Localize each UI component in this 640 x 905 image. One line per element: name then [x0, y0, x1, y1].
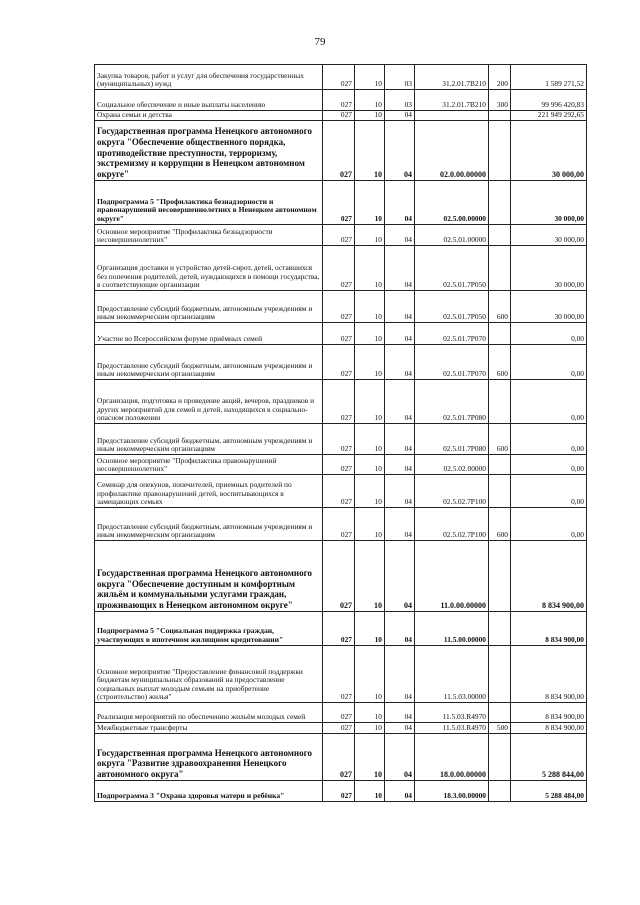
row-name: Подпрограмма 3 "Охрана здоровья матери и ребёнка" [95, 781, 323, 802]
row-subsection: 04 [385, 475, 415, 508]
row-name: Предоставление субсидий бюджетным, автономным учреждениям и иным некоммерческим организациям [95, 345, 323, 380]
row-section: 10 [355, 703, 385, 723]
row-section: 10 [355, 646, 385, 703]
row-code: 027 [323, 455, 355, 475]
row-amount: 5 288 844,00 [511, 734, 587, 781]
table-row [95, 323, 587, 345]
table-body [95, 65, 587, 802]
table-row [95, 723, 587, 734]
row-target-article: 11.5.03.00000 [415, 646, 489, 703]
row-amount: 30 000,00 [511, 291, 587, 323]
table-row [95, 380, 587, 424]
page-number: 79 [314, 36, 326, 48]
row-expense-type [489, 246, 511, 291]
row-code: 027 [323, 323, 355, 345]
row-amount: 0,00 [511, 345, 587, 380]
row-subsection: 04 [385, 541, 415, 612]
row-code: 027 [323, 508, 355, 541]
row-subsection: 03 [385, 90, 415, 111]
row-expense-type [489, 323, 511, 345]
row-code: 027 [323, 121, 355, 181]
row-name: Предоставление субсидий бюджетным, автономным учреждениям и иным некоммерческим организациям [95, 291, 323, 323]
table-row [95, 646, 587, 703]
row-name: Социальное обеспечение и иные выплаты населению [95, 90, 323, 111]
row-target-article: 02.5.01.7Р050 [415, 246, 489, 291]
row-expense-type [489, 121, 511, 181]
row-code: 027 [323, 181, 355, 225]
row-section: 10 [355, 65, 385, 90]
row-amount: 30 000,00 [511, 181, 587, 225]
row-target-article: 02.5.00.00000 [415, 181, 489, 225]
row-expense-type [489, 475, 511, 508]
row-subsection: 04 [385, 703, 415, 723]
row-subsection: 04 [385, 424, 415, 455]
row-code: 027 [323, 734, 355, 781]
row-code: 027 [323, 65, 355, 90]
row-code: 027 [323, 703, 355, 723]
row-section: 10 [355, 723, 385, 734]
row-subsection: 04 [385, 781, 415, 802]
row-name: Основное мероприятие "Профилактика правонарушений несовершеннолетних" [95, 455, 323, 475]
row-expense-type: 500 [489, 723, 511, 734]
table-row [95, 508, 587, 541]
row-amount: 0,00 [511, 323, 587, 345]
row-target-article: 02.0.00.00000 [415, 121, 489, 181]
row-name: Основное мероприятие "Профилактика безнадзорности несовершеннолетних" [95, 225, 323, 246]
row-section: 10 [355, 181, 385, 225]
table-row [95, 181, 587, 225]
row-name: Организация, подготовка и проведение акций, вечеров, праздников и других мероприятий для семей и детей, находящихся в социально-опасном положении [95, 380, 323, 424]
row-target-article: 02.5.02.7Р100 [415, 508, 489, 541]
row-expense-type: 200 [489, 65, 511, 90]
row-target-article: 02.5.01.7Р070 [415, 345, 489, 380]
row-expense-type [489, 111, 511, 121]
row-section: 10 [355, 111, 385, 121]
row-section: 10 [355, 246, 385, 291]
row-code: 027 [323, 345, 355, 380]
table-row [95, 345, 587, 380]
row-section: 10 [355, 323, 385, 345]
row-expense-type: 300 [489, 90, 511, 111]
row-target-article: 11.5.00.00000 [415, 612, 489, 646]
table-row [95, 246, 587, 291]
row-target-article: 02.5.01.7Р050 [415, 291, 489, 323]
row-target-article: 18.3.00.00000 [415, 781, 489, 802]
table-row [95, 703, 587, 723]
row-target-article: 18.0.00.00000 [415, 734, 489, 781]
row-section: 10 [355, 508, 385, 541]
row-code: 027 [323, 111, 355, 121]
row-subsection: 04 [385, 345, 415, 380]
row-expense-type: 600 [489, 508, 511, 541]
row-code: 027 [323, 723, 355, 734]
row-expense-type [489, 225, 511, 246]
table-row [95, 65, 587, 90]
row-target-article: 02.5.01.7Р080 [415, 424, 489, 455]
row-section: 10 [355, 781, 385, 802]
row-target-article [415, 111, 489, 121]
table-row [95, 291, 587, 323]
row-expense-type: 600 [489, 345, 511, 380]
row-subsection: 04 [385, 121, 415, 181]
row-code: 027 [323, 475, 355, 508]
row-subsection: 04 [385, 181, 415, 225]
row-expense-type [489, 380, 511, 424]
row-section: 10 [355, 455, 385, 475]
budget-table [94, 64, 587, 802]
row-amount: 0,00 [511, 424, 587, 455]
row-subsection: 04 [385, 612, 415, 646]
row-subsection: 03 [385, 65, 415, 90]
row-expense-type [489, 734, 511, 781]
row-name: Межбюджетные трансферты [95, 723, 323, 734]
row-amount: 0,00 [511, 508, 587, 541]
row-expense-type [489, 181, 511, 225]
row-name: Семинар для опекунов, попечителей, приемных родителей по профилактике правонарушений детей, воспитывающихся в замещающих семьях [95, 475, 323, 508]
table-row [95, 111, 587, 121]
table-row [95, 541, 587, 612]
row-amount: 0,00 [511, 380, 587, 424]
row-target-article: 31.2.01.7В210 [415, 65, 489, 90]
row-code: 027 [323, 291, 355, 323]
table-row [95, 455, 587, 475]
table-row [95, 90, 587, 111]
row-section: 10 [355, 475, 385, 508]
row-name: Подпрограмма 5 "Профилактика безнадзорности и правонарушений несовершеннолетних в Ненецком автономном округе" [95, 181, 323, 225]
row-amount: 8 834 900,00 [511, 723, 587, 734]
row-section: 10 [355, 734, 385, 781]
row-name: Организация доставки и устройство детей-сирот, детей, оставшихся без попечения родителей, детей, нуждающихся в помощи государства, в соответствующие организации [95, 246, 323, 291]
row-expense-type [489, 781, 511, 802]
row-subsection: 04 [385, 646, 415, 703]
row-target-article: 11.5.03.R4970 [415, 703, 489, 723]
table-row [95, 781, 587, 802]
row-subsection: 04 [385, 455, 415, 475]
row-expense-type [489, 646, 511, 703]
row-amount: 1 589 271,52 [511, 65, 587, 90]
row-amount: 30 000,00 [511, 121, 587, 181]
row-amount: 8 834 900,00 [511, 612, 587, 646]
row-name: Реализация мероприятий по обеспечению жильём молодых семей [95, 703, 323, 723]
row-name: Государственная программа Ненецкого автономного округа "Обеспечение общественного порядка, противодействие преступности, терроризму, экстремизму и коррупции в Ненецком автономном округе" [95, 121, 323, 181]
row-expense-type [489, 703, 511, 723]
row-section: 10 [355, 121, 385, 181]
row-amount: 8 834 900,00 [511, 541, 587, 612]
row-name: Закупка товаров, работ и услуг для обеспечения государственных (муниципальных) нужд [95, 65, 323, 90]
row-code: 027 [323, 380, 355, 424]
row-code: 027 [323, 612, 355, 646]
row-expense-type [489, 455, 511, 475]
row-name: Предоставление субсидий бюджетным, автономным учреждениям и иным некоммерческим организациям [95, 508, 323, 541]
row-code: 027 [323, 225, 355, 246]
row-expense-type: 600 [489, 424, 511, 455]
row-amount: 30 000,00 [511, 225, 587, 246]
table-row [95, 121, 587, 181]
row-target-article: 31.2.01.7В210 [415, 90, 489, 111]
row-expense-type: 600 [489, 291, 511, 323]
row-subsection: 04 [385, 380, 415, 424]
row-name: Предоставление субсидий бюджетным, автономным учреждениям и иным некоммерческим организациям [95, 424, 323, 455]
row-amount: 30 000,00 [511, 246, 587, 291]
row-section: 10 [355, 345, 385, 380]
row-expense-type [489, 541, 511, 612]
row-code: 027 [323, 541, 355, 612]
row-subsection: 04 [385, 508, 415, 541]
row-target-article: 02.5.02.7Р100 [415, 475, 489, 508]
row-section: 10 [355, 424, 385, 455]
row-subsection: 04 [385, 225, 415, 246]
row-subsection: 04 [385, 291, 415, 323]
row-target-article: 02.5.01.7Р080 [415, 380, 489, 424]
row-target-article: 02.5.02.00000 [415, 455, 489, 475]
row-amount: 0,00 [511, 455, 587, 475]
row-amount: 5 288 484,00 [511, 781, 587, 802]
row-section: 10 [355, 90, 385, 111]
row-name: Основное мероприятие "Предоставление финансовой поддержки бюджетам муниципальных образований на предоставление социальных выплат молодым семьям на приобретение (строительство) жилья" [95, 646, 323, 703]
row-subsection: 04 [385, 734, 415, 781]
row-section: 10 [355, 291, 385, 323]
table-row [95, 612, 587, 646]
row-subsection: 04 [385, 111, 415, 121]
table-row [95, 225, 587, 246]
row-target-article: 02.5.01.00000 [415, 225, 489, 246]
row-amount: 8 834 900,00 [511, 646, 587, 703]
row-name: Участие во Всероссийском форуме приёмных семей [95, 323, 323, 345]
row-expense-type [489, 612, 511, 646]
row-subsection: 04 [385, 246, 415, 291]
row-code: 027 [323, 646, 355, 703]
row-amount: 99 996 420,83 [511, 90, 587, 111]
row-section: 10 [355, 612, 385, 646]
row-subsection: 04 [385, 323, 415, 345]
row-subsection: 04 [385, 723, 415, 734]
row-code: 027 [323, 781, 355, 802]
row-amount: 0,00 [511, 475, 587, 508]
row-name: Государственная программа Ненецкого автономного округа "Обеспечение доступным и комфортным жильём и коммунальными услугами граждан, проживающих в Ненецком автономном округе" [95, 541, 323, 612]
row-name: Государственная программа Ненецкого автономного округа "Развитие здравоохранения Ненецкого автономного округа" [95, 734, 323, 781]
row-section: 10 [355, 541, 385, 612]
row-amount: 8 834 900,00 [511, 703, 587, 723]
row-code: 027 [323, 424, 355, 455]
table-row [95, 424, 587, 455]
row-section: 10 [355, 380, 385, 424]
row-target-article: 02.5.01.7Р070 [415, 323, 489, 345]
table-row [95, 475, 587, 508]
table-row [95, 734, 587, 781]
row-target-article: 11.0.00.00000 [415, 541, 489, 612]
row-name: Охрана семьи и детства [95, 111, 323, 121]
row-amount: 221 949 292,65 [511, 111, 587, 121]
row-section: 10 [355, 225, 385, 246]
row-name: Подпрограмма 5 "Социальная поддержка граждан, участвующих в ипотечном жилищном кредитовании" [95, 612, 323, 646]
row-code: 027 [323, 90, 355, 111]
row-code: 027 [323, 246, 355, 291]
row-target-article: 11.5.03.R4970 [415, 723, 489, 734]
